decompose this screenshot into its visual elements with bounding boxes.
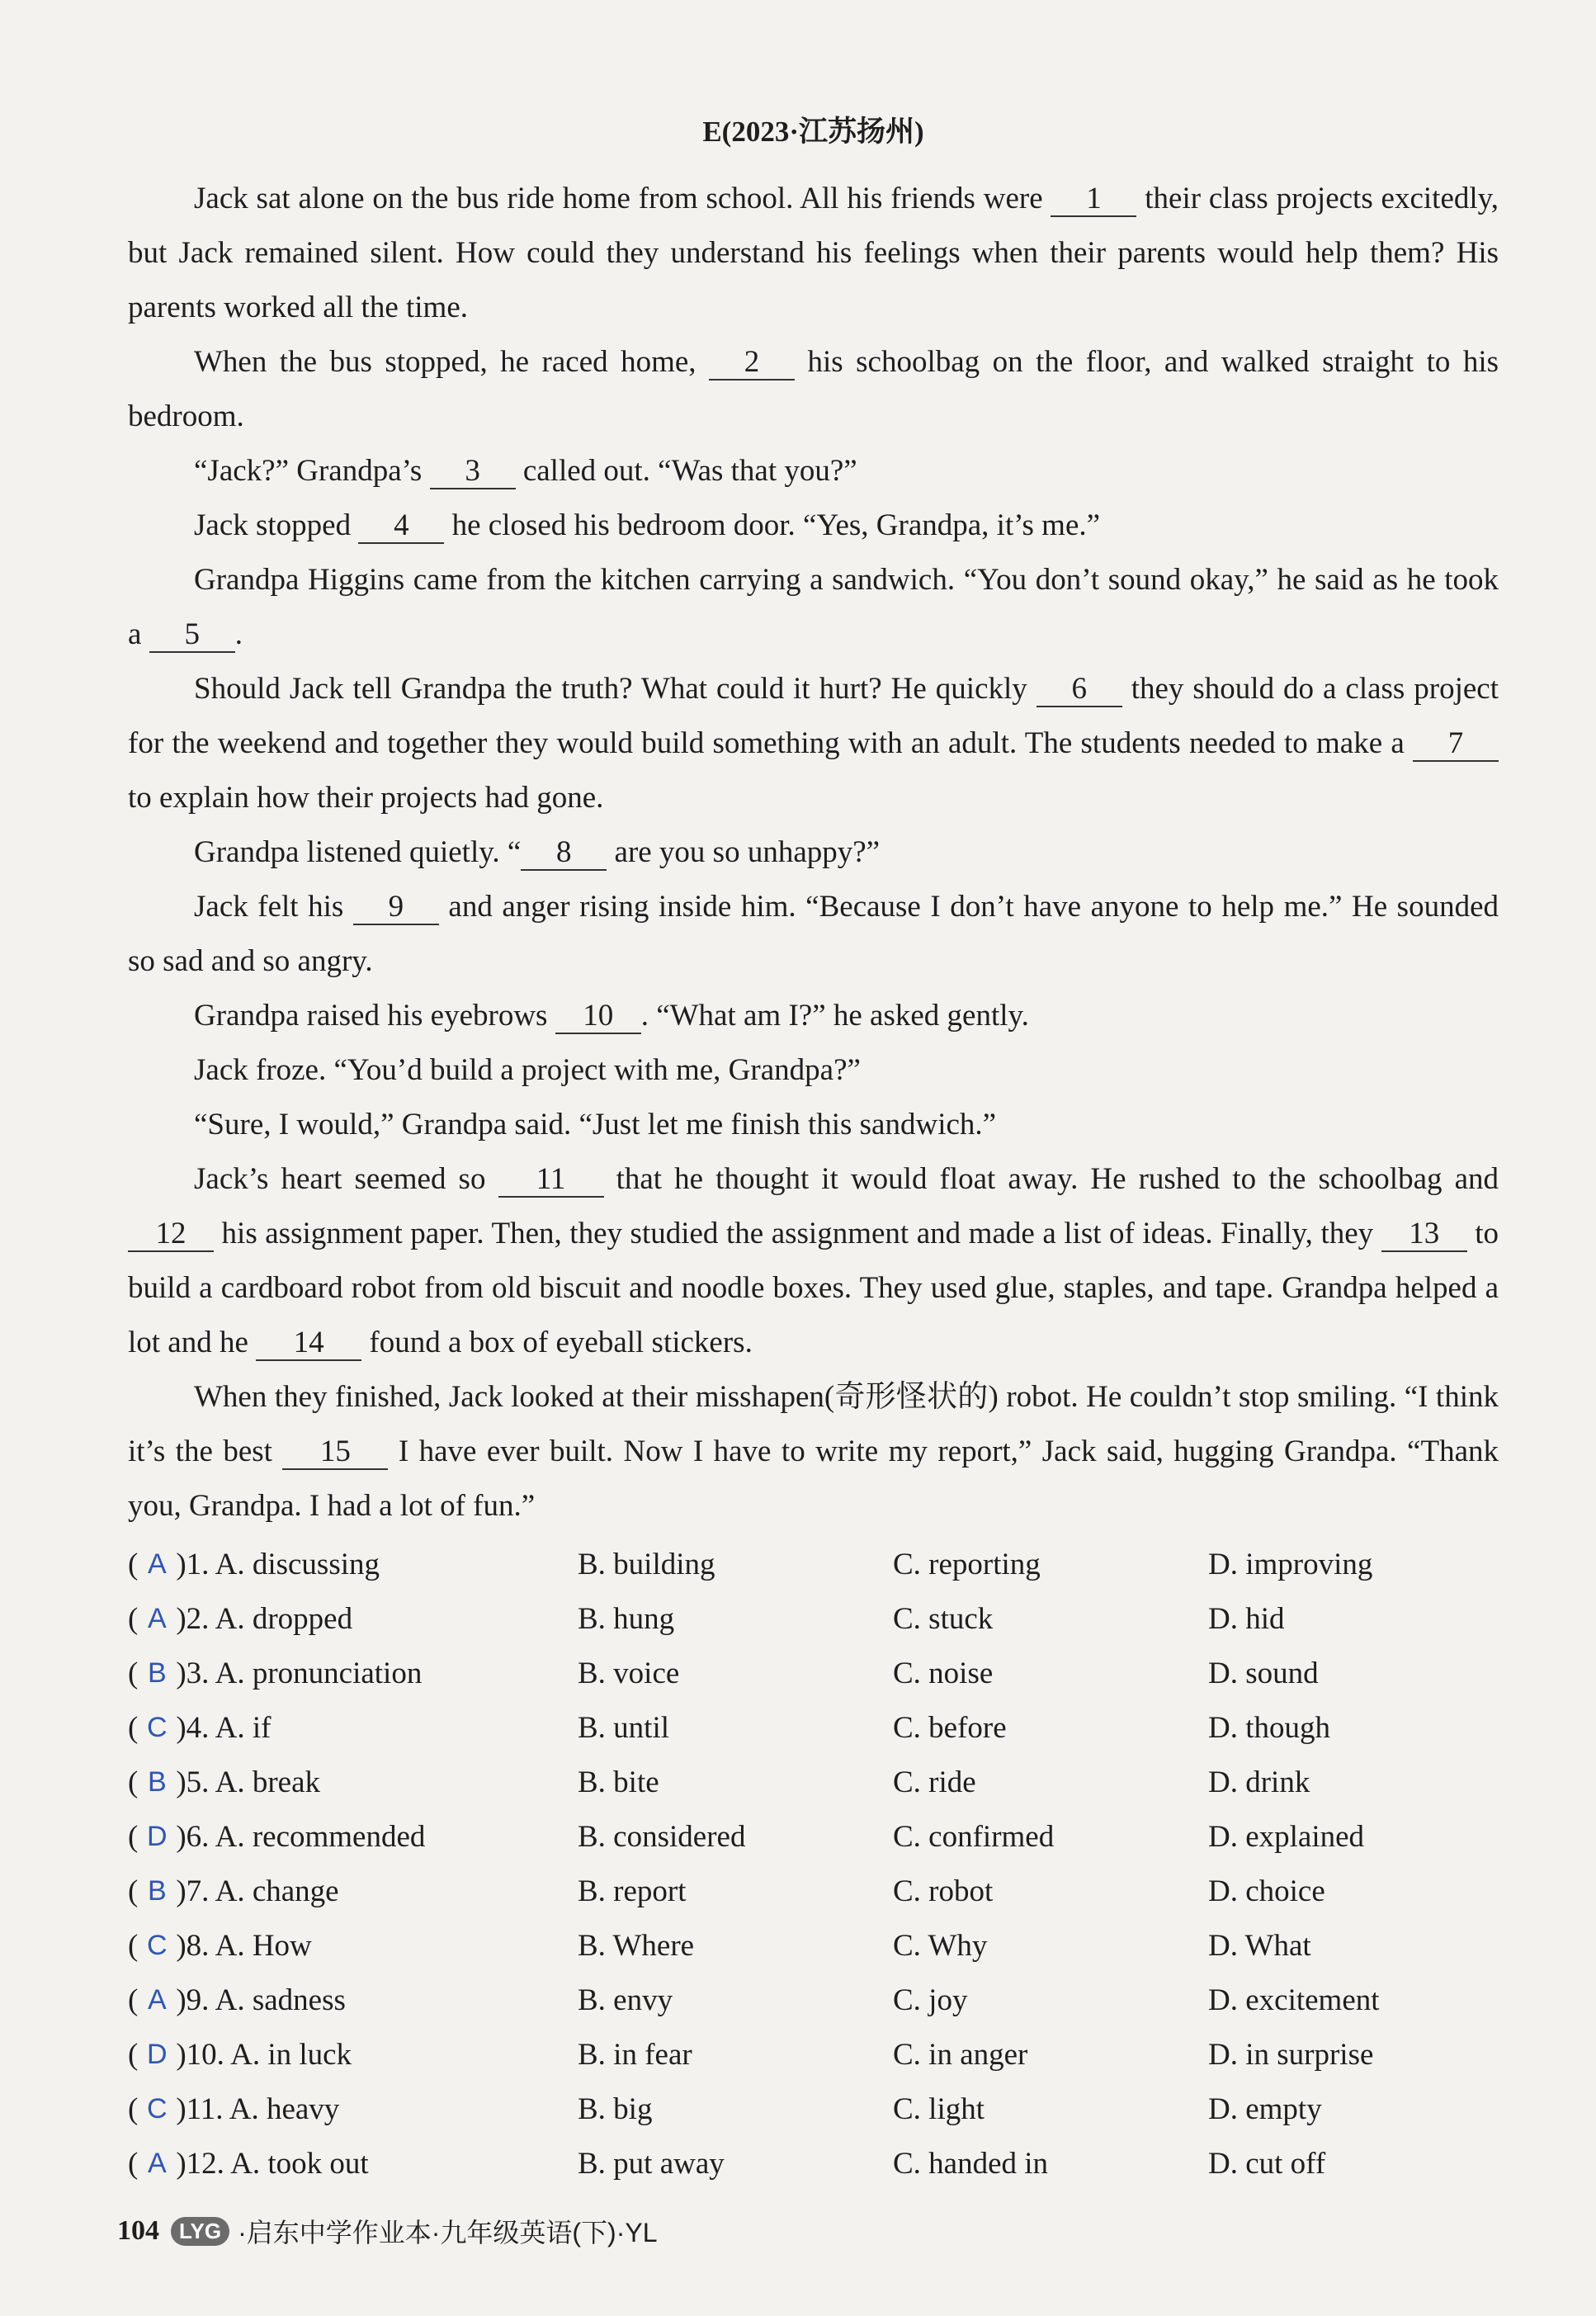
option-c: C. reporting (893, 1547, 1041, 1581)
blank-8: 8 (521, 836, 607, 871)
answer-letter: B (147, 1765, 167, 1798)
question-row (128, 1537, 1499, 1591)
question-row (128, 2082, 1499, 2136)
page-number: 104 (117, 2215, 159, 2246)
option-a: )12. A. took out (176, 2146, 369, 2181)
option-d: D. improving (1208, 1547, 1373, 1581)
question-row (128, 1591, 1499, 1646)
blank-10: 10 (555, 1000, 641, 1034)
question-row (128, 1864, 1499, 1918)
answer-letter: C (147, 2092, 168, 2125)
paragraph-13: When they finished, Jack looked at their misshapen(奇形怪状的) robot. He couldn’t stop smiling. “I think it’s the best 15 I have ever built. Now I have to write my report,” Jack said, hugging Grandpa. “Thank you, Grandpa. I had a lot of fun.” (128, 1380, 1499, 1523)
paragraph-3: “Jack?” Grandpa’s 3 called out. “Was that you?” (194, 454, 857, 488)
option-a: )10. A. in luck (176, 2037, 352, 2072)
option-c: C. stuck (893, 1601, 994, 1636)
answer-letter: C (147, 1929, 168, 1961)
question-row (128, 1809, 1499, 1864)
open-paren: ( (128, 1819, 139, 1854)
question-stem (128, 2146, 578, 2181)
paragraph-10: Jack froze. “You’d build a project with me, Grandpa?” (194, 1053, 861, 1087)
blank-9: 9 (353, 891, 439, 925)
option-d: D. cut off (1208, 2146, 1326, 2181)
option-b: B. Where (578, 1928, 695, 1963)
blank-4: 4 (358, 509, 444, 544)
passage (128, 172, 1499, 1534)
question-stem (128, 1928, 578, 1964)
blank-12: 12 (128, 1217, 214, 1252)
answer-letter: C (147, 1711, 168, 1743)
blank-13: 13 (1381, 1217, 1467, 1252)
answer-letter: A (147, 1602, 167, 1634)
option-c: C. robot (893, 1874, 994, 1908)
question-stem (128, 1547, 578, 1582)
answer-letter: D (147, 2038, 168, 2070)
option-d: D. though (1208, 1710, 1330, 1745)
option-a: )2. A. dropped (176, 1601, 353, 1636)
paragraph-12: Jack’s heart seemed so 11 that he thought it would float away. He rushed to the schoolbag and 12 his assignment paper. Then, they studied the assignment and made a list of ideas. Finally, they 13 to build a cardboard robot from old biscuit and noodle boxes. They used glue, staples, and tape. Grandpa helped a lot and he 14 found a box of eyeball stickers. (128, 1162, 1499, 1359)
option-a: )3. A. pronunciation (176, 1656, 423, 1690)
option-c: C. joy (893, 1983, 968, 2017)
paragraph-2: When the bus stopped, he raced home, 2 his schoolbag on the floor, and walked straight to his bedroom. (128, 345, 1499, 433)
question-list (128, 1537, 1499, 2191)
paragraph-11: “Sure, I would,” Grandpa said. “Just let me finish this sandwich.” (194, 1108, 997, 1141)
question-stem (128, 1819, 578, 1855)
answer-letter: A (147, 1983, 167, 2016)
open-paren: ( (128, 1601, 139, 1636)
question-stem (128, 1710, 578, 1746)
blank-15: 15 (282, 1435, 388, 1470)
option-a: )6. A. recommended (176, 1819, 426, 1854)
answer-letter: D (147, 1820, 168, 1852)
blank-5: 5 (149, 618, 235, 653)
option-b: B. envy (578, 1983, 673, 2017)
option-c: C. ride (893, 1765, 976, 1799)
open-paren: ( (128, 2146, 139, 2181)
option-c: C. handed in (893, 2146, 1049, 2181)
page-footer (117, 2212, 658, 2250)
option-c: C. Why (893, 1928, 988, 1963)
option-c: C. noise (893, 1656, 994, 1690)
question-row (128, 1646, 1499, 1700)
question-row (128, 2136, 1499, 2191)
open-paren: ( (128, 1547, 139, 1581)
question-stem (128, 1656, 578, 1691)
option-a: )7. A. change (176, 1874, 339, 1908)
option-d: D. What (1208, 1928, 1311, 1963)
option-a: )4. A. if (176, 1710, 272, 1745)
option-d: D. excitement (1208, 1983, 1380, 2017)
question-row (128, 1918, 1499, 1973)
answer-letter: B (147, 1874, 167, 1907)
question-row (128, 1755, 1499, 1809)
option-d: D. in surprise (1208, 2037, 1374, 2072)
blank-11: 11 (498, 1163, 604, 1198)
option-a: )5. A. break (176, 1765, 320, 1799)
option-b: B. in fear (578, 2037, 692, 2072)
paragraph-7: Grandpa listened quietly. “ 8 are you so unhappy?” (194, 835, 881, 869)
question-stem (128, 1874, 578, 1909)
option-b: B. bite (578, 1765, 659, 1799)
question-stem (128, 2037, 578, 2073)
option-b: B. until (578, 1710, 670, 1745)
open-paren: ( (128, 1983, 139, 2017)
answer-letter: A (147, 2147, 167, 2179)
option-b: B. voice (578, 1656, 680, 1690)
blank-7: 7 (1413, 727, 1499, 762)
paragraph-5: Grandpa Higgins came from the kitchen carrying a sandwich. “You don’t sound okay,” he said as he took a 5 . (128, 563, 1499, 651)
question-row (128, 1973, 1499, 2027)
footer-title: ·启东中学作业本·九年级英语(下)·YL (238, 2218, 658, 2247)
question-stem (128, 1765, 578, 1800)
question-row (128, 2027, 1499, 2082)
open-paren: ( (128, 1710, 139, 1745)
answer-letter: B (147, 1657, 167, 1689)
option-b: B. big (578, 2091, 653, 2126)
option-a: )9. A. sadness (176, 1983, 346, 2017)
publisher-logo: LYG (171, 2217, 229, 2246)
paragraph-1: Jack sat alone on the bus ride home from school. All his friends were 1 their class projects excitedly, but Jack remained silent. How could they understand his feelings when their parents would help them? His parents worked all the time. (128, 182, 1499, 324)
paragraph-4: Jack stopped 4 he closed his bedroom door. “Yes, Grandpa, it’s me.” (194, 508, 1101, 542)
option-d: D. sound (1208, 1656, 1319, 1690)
open-paren: ( (128, 2037, 139, 2072)
open-paren: ( (128, 2091, 139, 2126)
paragraph-9: Grandpa raised his eyebrows 10 . “What am I?” he asked gently. (194, 999, 1029, 1033)
section-title: E(2023·江苏扬州) (702, 116, 924, 148)
answer-letter: A (147, 1548, 167, 1580)
open-paren: ( (128, 1765, 139, 1799)
open-paren: ( (128, 1656, 139, 1690)
option-d: D. hid (1208, 1601, 1285, 1636)
paragraph-8: Jack felt his 9 and anger rising inside him. “Because I don’t have anyone to help me.” He sounded so sad and so angry. (128, 890, 1499, 978)
option-c: C. light (893, 2091, 985, 2126)
open-paren: ( (128, 1928, 139, 1963)
option-a: )11. A. heavy (176, 2091, 340, 2126)
blank-1: 1 (1051, 182, 1136, 217)
option-c: C. in anger (893, 2037, 1028, 2072)
question-stem (128, 1601, 578, 1637)
option-d: D. drink (1208, 1765, 1310, 1799)
option-d: D. choice (1208, 1874, 1325, 1908)
option-b: B. report (578, 1874, 687, 1908)
option-b: B. considered (578, 1819, 746, 1854)
question-row (128, 1700, 1499, 1755)
blank-6: 6 (1036, 673, 1122, 707)
option-b: B. hung (578, 1601, 675, 1636)
blank-14: 14 (256, 1326, 361, 1361)
open-paren: ( (128, 1874, 139, 1908)
option-b: B. building (578, 1547, 715, 1581)
option-d: D. explained (1208, 1819, 1365, 1854)
option-b: B. put away (578, 2146, 725, 2181)
paragraph-6: Should Jack tell Grandpa the truth? What could it hurt? He quickly 6 they should do a class project for the weekend and together they would build something with an adult. The students needed to make a 7 to explain how their projects had gone. (128, 672, 1499, 815)
option-a: )1. A. discussing (176, 1547, 380, 1581)
option-d: D. empty (1208, 2091, 1322, 2126)
option-c: C. confirmed (893, 1819, 1055, 1854)
blank-2: 2 (709, 346, 795, 380)
question-stem (128, 2091, 578, 2127)
blank-3: 3 (430, 455, 516, 489)
question-stem (128, 1983, 578, 2018)
option-a: )8. A. How (176, 1928, 312, 1963)
option-c: C. before (893, 1710, 1007, 1745)
